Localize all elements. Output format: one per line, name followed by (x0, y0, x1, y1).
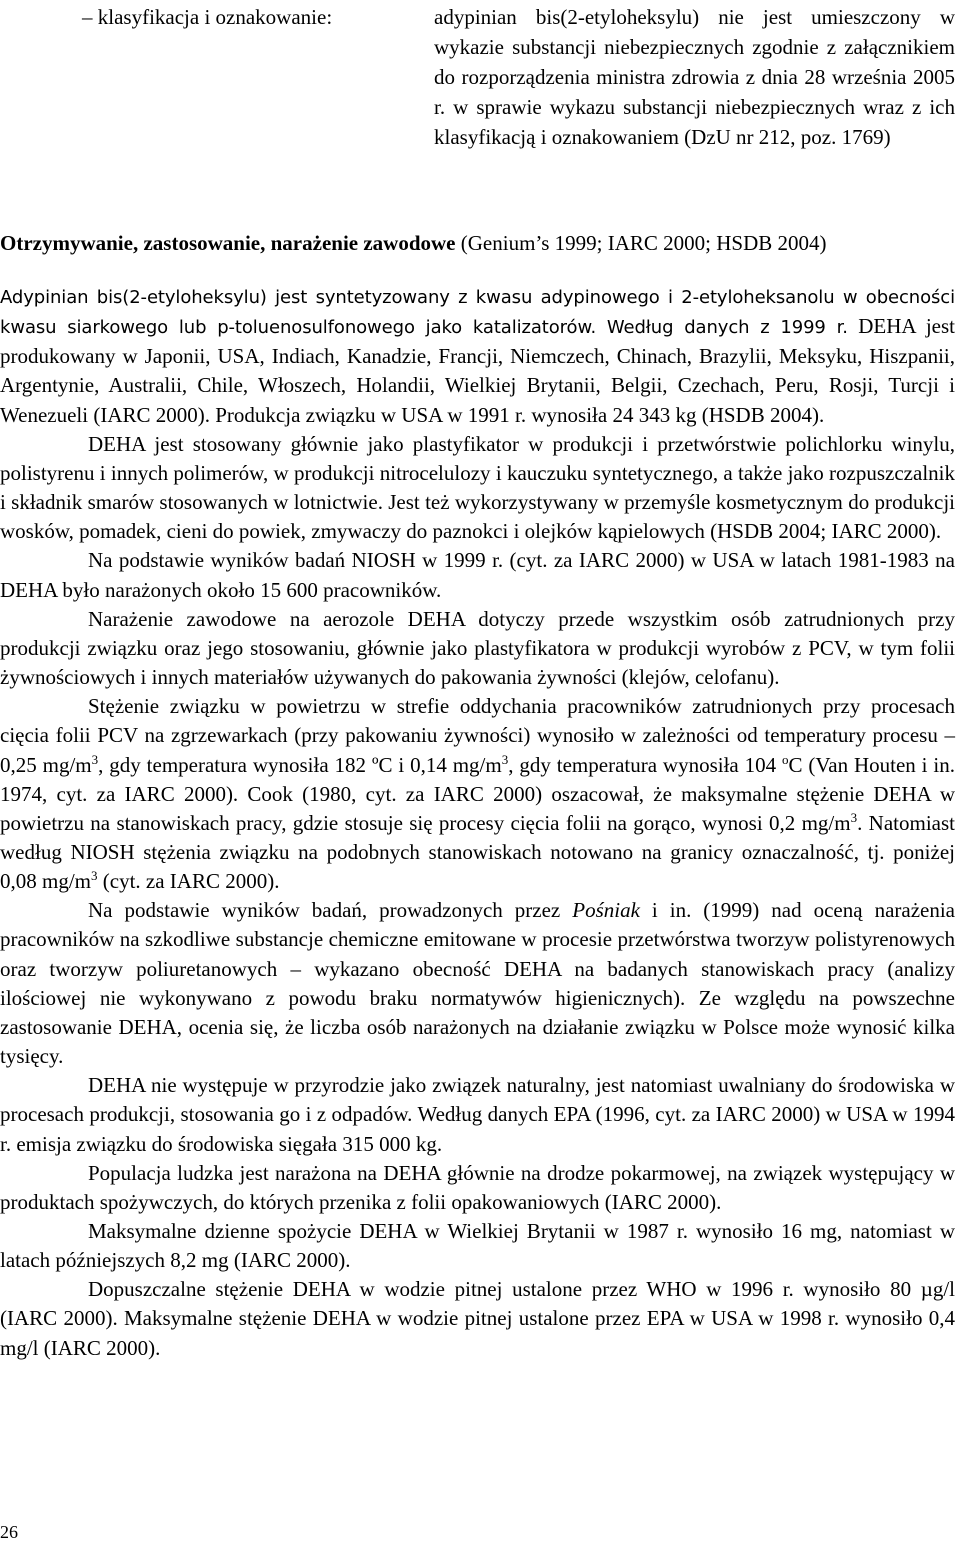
paragraph-drinking-water: Dopuszczalne stężenie DEHA w wodzie pitnej ustalone przez WHO w 1996 r. wynosiło 80 µg/l (IARC 2000). Maksymalne stężenie DEHA w wodzie pitnej ustalone przez EPA w USA w 1998 r. wynosiło 0,4 mg/l (IARC 2000). (0, 1277, 955, 1360)
concentrations-text-3: , gdy temperatura wynosiła 104 (508, 752, 783, 777)
paragraph-applications: DEHA jest stosowany głównie jako plastyfikator w produkcji i przetwórstwie polichlorku winylu, polistyrenu i innych polimerów, w produkcji nitrocelulozy i kauczuku syntetycznego, a także jako rozpuszczalnik i składnik smarów stosowanych w lotnictwie. Jest też wykorzystywany w przemyśle kosmetycznym do produkcji wosków, pomadek, cieni do powiek, zmywaczy do paznokci i olejków kąpielowych (HSDB 2004; IARC 2000). (0, 431, 955, 544)
superscript: 3 (91, 751, 99, 767)
superscript: o (782, 751, 789, 767)
studies-text-1: Na podstawie wyników badań, prowadzonych przez (88, 898, 573, 923)
paragraph-niosh: Na podstawie wyników badań NIOSH w 1999 r. (cyt. za IARC 2000) w USA w latach 1981-1983 na DEHA było narażonych około 15 600 pracowników. (0, 548, 955, 602)
concentrations-text-4: C (Van Houten i in. 1974, cyt. za IARC 2000). Cook (1980, cyt. za IARC 2000) oszacował, że maksymalne stężenie DEHA w powietrzu na stanowiskach pracy, gdzie stosuje się procesy cięcia folii na gorąco, wynosi 0,2 mg/m (0, 752, 955, 835)
paragraph-concentrations (0, 692, 955, 896)
superscript: 3 (850, 809, 858, 825)
classification-value: adypinian bis(2-etyloheksylu) nie jest umieszczony w wykazie substancji niebezpiecznych zgodnie z załącznikiem do rozporządzenia ministra zdrowia z dnia 28 września 2005 r. w sprawie wykazu substancji niebezpiecznych wraz z ich klasyfikacją i oznakowaniem (DzU nr 212, poz. 1769) (434, 5, 955, 149)
concentrations-text-2: , gdy temperatura wynosiła 182 ºC i 0,14 mg/m (98, 752, 502, 777)
paragraph-production-serif: DEHA jest produkowany w Japonii, USA, Indiach, Kanadzie, Francji, Niemczech, Chinach, Brazylii, Meksyku, Hiszpanii, Argentynie, Australii, Chile, Włoszech, Holandii, Wielkiej Brytanii, Belgii, Czechach, Peru, Rosji, Turcji i Wenezueli (IARC 2000). Produkcja związku w USA w 1991 r. wynosiła 24 343 kg (HSDB 2004). (0, 314, 955, 427)
section-heading (0, 230, 960, 256)
page-number: 26 (0, 1522, 18, 1542)
section-heading-references: (Genium’s 1999; IARC 2000; HSDB 2004) (455, 231, 827, 255)
concentrations-text-1: Stężenie związku w powietrzu w strefie oddychania pracowników zatrudnionych przy procesach cięcia folii PCV na zgrzewarkach (przy pakowaniu żywności) wynosiło w zależności od temperatury procesu – 0,25 mg/m (0, 694, 955, 777)
paragraph-studies-poland (0, 896, 955, 1071)
classification-row (0, 2, 960, 182)
concentrations-text-5: . Natomiast według NIOSH stężenia związku na podobnych stanowiskach notowano na granicy oznaczalność, tj. poniżej 0,08 mg/m (0, 810, 955, 894)
paragraph-population: Populacja ludzka jest narażona na DEHA głównie na drodze pokarmowej, na związek występujący w produktach spożywczych, do których przenika z folii opakowaniowych (IARC 2000). (0, 1160, 955, 1214)
author-name-italic: Pośniak (572, 898, 640, 923)
body-text (0, 282, 955, 1363)
classification-label: – klasyfikacja i oznakowanie: (82, 5, 333, 29)
paragraph-occupational-exposure: Narażenie zawodowe na aerozole DEHA dotyczy przede wszystkim osób zatrudnionych przy produkcji związku oraz jego stosowaniu, głównie jako plastyfikatora w produkcji wyrobów z PCV, w tym folii żywnościowych i innych materiałów używanych do pakowania żywności (klejów, celofanu). (0, 606, 955, 690)
superscript: 3 (91, 868, 98, 884)
superscript: 3 (501, 751, 509, 767)
studies-text-2: i in. (1999) nad oceną narażenia pracowników na szkodliwe substancje chemiczne emitowane w procesie przetwórstwa tworzyw polistyrenowych oraz tworzyw poliuretanowych – wykazano obecność DEHA na badanych stanowiskach pracy (analizy ilościowej nie wykonywano z powodu braku normatywów higienicznych). Ze względu na powszechne zastosowanie DEHA, ocenia się, że liczba osób narażonych na działanie związku w Polsce może wynosić kilka tysięcy. (0, 898, 955, 1069)
section-heading-title: Otrzymywanie, zastosowanie, narażenie zawodowe (0, 231, 456, 255)
paragraph-environment: DEHA nie występuje w przyrodzie jako związek naturalny, jest natomiast uwalniany do środowiska w procesach produkcji, stosowania go i z odpadów. Według danych EPA (1996, cyt. za IARC 2000) w USA w 1994 r. emisja związku do środowiska sięgała 315 000 kg. (0, 1073, 955, 1156)
paragraph-daily-intake: Maksymalne dzienne spożycie DEHA w Wielkiej Brytanii w 1987 r. wynosiło 16 mg, natomiast w latach późniejszych 8,2 mg (IARC 2000). (0, 1219, 955, 1273)
concentrations-text-6: (cyt. za IARC 2000). (97, 869, 280, 894)
paragraph-production (0, 282, 955, 430)
paragraph-production-sans: Adypinian bis(2-etyloheksylu) jest syntetyzowany z kwasu adypinowego i 2-etyloheksanolu w obecności kwasu siarkowego lub p-toluenosulfonowego jako katalizatorów. Według danych z 1999 r. (0, 287, 955, 339)
